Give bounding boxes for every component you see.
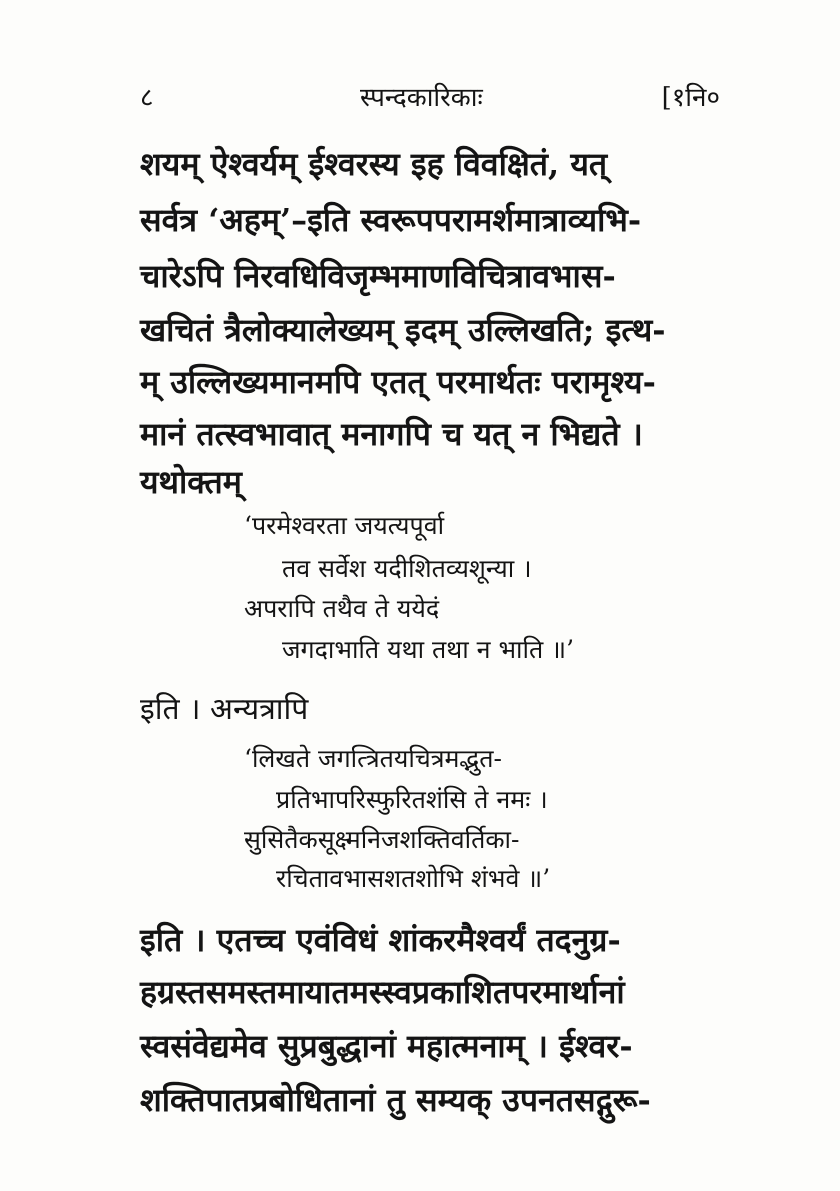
body-line: शक्तिपातप्रबोधितानां तु सम्यक् उपनतसद्गुरू-	[140, 1081, 651, 1119]
body-line: मानं तत्स्वभावात् मनागपि च यत् न भिद्यते ।	[140, 415, 643, 453]
body-line: म् उल्लिख्यमानमपि एतत् परमार्थतः परामृश्य-	[140, 363, 656, 401]
page-number: ८	[140, 83, 154, 113]
verse-line: सुसितैकसूक्ष्मनिजशक्तिवर्तिका-	[244, 825, 520, 854]
body-line: खचितं त्रैलोक्यालेख्यम् इदम् उल्लिखति; इत्थ-	[140, 311, 666, 349]
body-line: हग्रस्तसमस्तमायातमस्स्वप्रकाशितपरमार्थानां	[140, 973, 625, 1011]
body-line: स्वसंवेद्यमेव सुप्रबुद्धानां महात्मनाम् । ईश्वर-	[140, 1027, 633, 1065]
verse-line: ‘परमेश्वरता जयत्यपूर्वा	[244, 511, 445, 540]
body-line: इति । एतच्च एवंविधं शांकरमैश्वर्यं तदनुग्र-	[140, 921, 621, 959]
body-line: सर्वत्र ‘अहम्’–इति स्वरूपपरामर्शमात्राव्यभि-	[140, 201, 642, 239]
page-header	[140, 78, 720, 118]
body-line: चारेऽपि निरवधिविजृम्भमाणविचित्रावभास-	[140, 257, 616, 295]
body-line: इति । अन्यत्रापि	[140, 692, 309, 727]
body-line: यथोक्तम्	[140, 463, 242, 501]
verse-line: जगदाभाति यथा तथा न भाति ॥’	[282, 635, 575, 664]
verse-line: ‘लिखते जगत्त्रितयचित्रमद्भुत-	[244, 744, 502, 773]
body-line: शयम् ऐश्वर्यम् ईश्वरस्य इह विवक्षितं, यत्	[140, 145, 608, 183]
verse-line: तव सर्वेश यदीशितव्यशून्या ।	[282, 554, 532, 583]
running-title: स्पन्दकारिकाः	[360, 83, 483, 113]
section-reference: [१नि०	[661, 83, 720, 113]
verse-line: अपरापि तथैव ते ययेदं	[244, 594, 440, 623]
verse-line: रचितावभासशतशोभि शंभवे ॥’	[276, 864, 551, 893]
verse-line: प्रतिभापरिस्फुरितशंसि ते नमः ।	[276, 785, 548, 814]
